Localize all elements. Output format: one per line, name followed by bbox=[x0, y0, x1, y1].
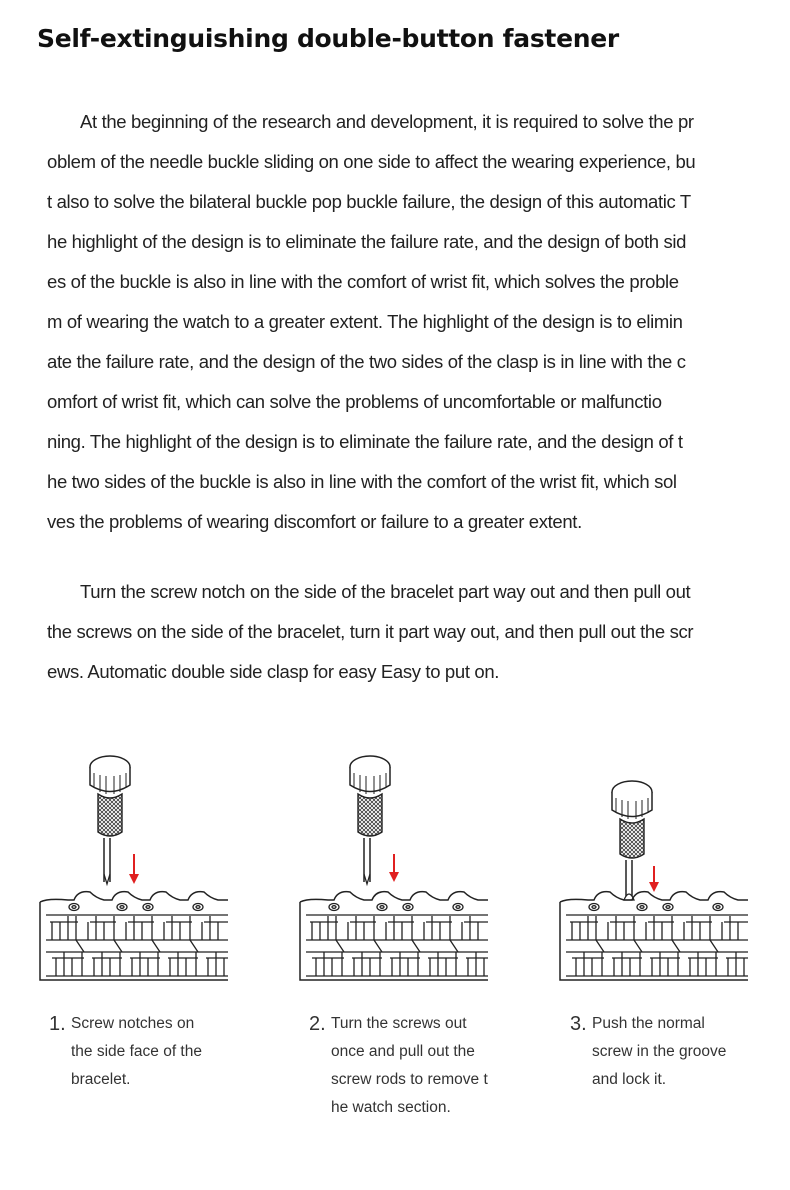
arrow-down-icon bbox=[389, 854, 399, 882]
paragraph-line: m of wearing the watch to a greater extent. The highlight of the design is to elimin bbox=[47, 311, 683, 332]
step2-illustration bbox=[298, 740, 498, 1000]
paragraph-line: the screws on the side of the bracelet, turn it part way out, and then pull out the scr bbox=[47, 621, 694, 642]
step-text-line: the side face of the bbox=[71, 1043, 202, 1060]
step-number: 2. bbox=[309, 1013, 326, 1035]
step-3-caption bbox=[570, 1010, 780, 1094]
step-text-line: once and pull out the bbox=[331, 1043, 475, 1060]
paragraph-line: he two sides of the buckle is also in line with the comfort of the wrist fit, which sol bbox=[47, 471, 677, 492]
paragraph-line: oblem of the needle buckle sliding on one side to affect the wearing experience, bu bbox=[47, 151, 696, 172]
bracelet-icon bbox=[300, 892, 488, 980]
screwdriver-icon bbox=[90, 756, 130, 884]
step3-illustration bbox=[558, 740, 758, 1000]
paragraph-line: At the beginning of the research and development, it is required to solve the pr bbox=[80, 111, 694, 132]
paragraph-line: omfort of wrist fit, which can solve the problems of uncomfortable or malfunctio bbox=[47, 391, 662, 412]
step-text-line: Screw notches on bbox=[71, 1015, 195, 1032]
instructions-paragraph bbox=[47, 572, 757, 692]
step-text-line: Push the normal bbox=[592, 1015, 705, 1032]
page-title: Self-extinguishing double-button fastener bbox=[37, 24, 619, 53]
arrow-down-icon bbox=[649, 866, 659, 892]
bracelet-icon bbox=[560, 892, 748, 980]
screwdriver-icon bbox=[612, 781, 652, 900]
paragraph-line: t also to solve the bilateral buckle pop buckle failure, the design of this automatic T bbox=[47, 191, 691, 212]
step-text-line: Turn the screws out bbox=[331, 1015, 467, 1032]
step-text-line: bracelet. bbox=[71, 1071, 131, 1088]
paragraph-line: es of the buckle is also in line with the comfort of wrist fit, which solves the proble bbox=[47, 271, 679, 292]
step1-illustration bbox=[38, 740, 238, 1000]
paragraph-line: ews. Automatic double side clasp for easy Easy to put on. bbox=[47, 661, 500, 682]
paragraph-line: Turn the screw notch on the side of the bracelet part way out and then pull out bbox=[80, 581, 691, 602]
step-text-line: he watch section. bbox=[331, 1099, 451, 1116]
step-1-caption bbox=[49, 1010, 259, 1094]
arrow-down-icon bbox=[129, 854, 139, 884]
screwdriver-icon bbox=[350, 756, 390, 884]
description-paragraph bbox=[47, 102, 757, 542]
step-text-line: and lock it. bbox=[592, 1071, 667, 1088]
step-text-line: screw rods to remove t bbox=[331, 1071, 488, 1088]
paragraph-line: he highlight of the design is to eliminate the failure rate, and the design of both sid bbox=[47, 231, 687, 252]
step-number: 1. bbox=[49, 1013, 66, 1035]
step-number: 3. bbox=[570, 1013, 587, 1035]
bracelet-icon bbox=[40, 892, 228, 980]
step-2-caption bbox=[309, 1010, 519, 1122]
paragraph-line: ate the failure rate, and the design of the two sides of the clasp is in line with the c bbox=[47, 351, 686, 372]
paragraph-line: ves the problems of wearing discomfort or failure to a greater extent. bbox=[47, 511, 582, 532]
step-text-line: screw in the groove bbox=[592, 1043, 727, 1060]
paragraph-line: ning. The highlight of the design is to eliminate the failure rate, and the design of t bbox=[47, 431, 683, 452]
